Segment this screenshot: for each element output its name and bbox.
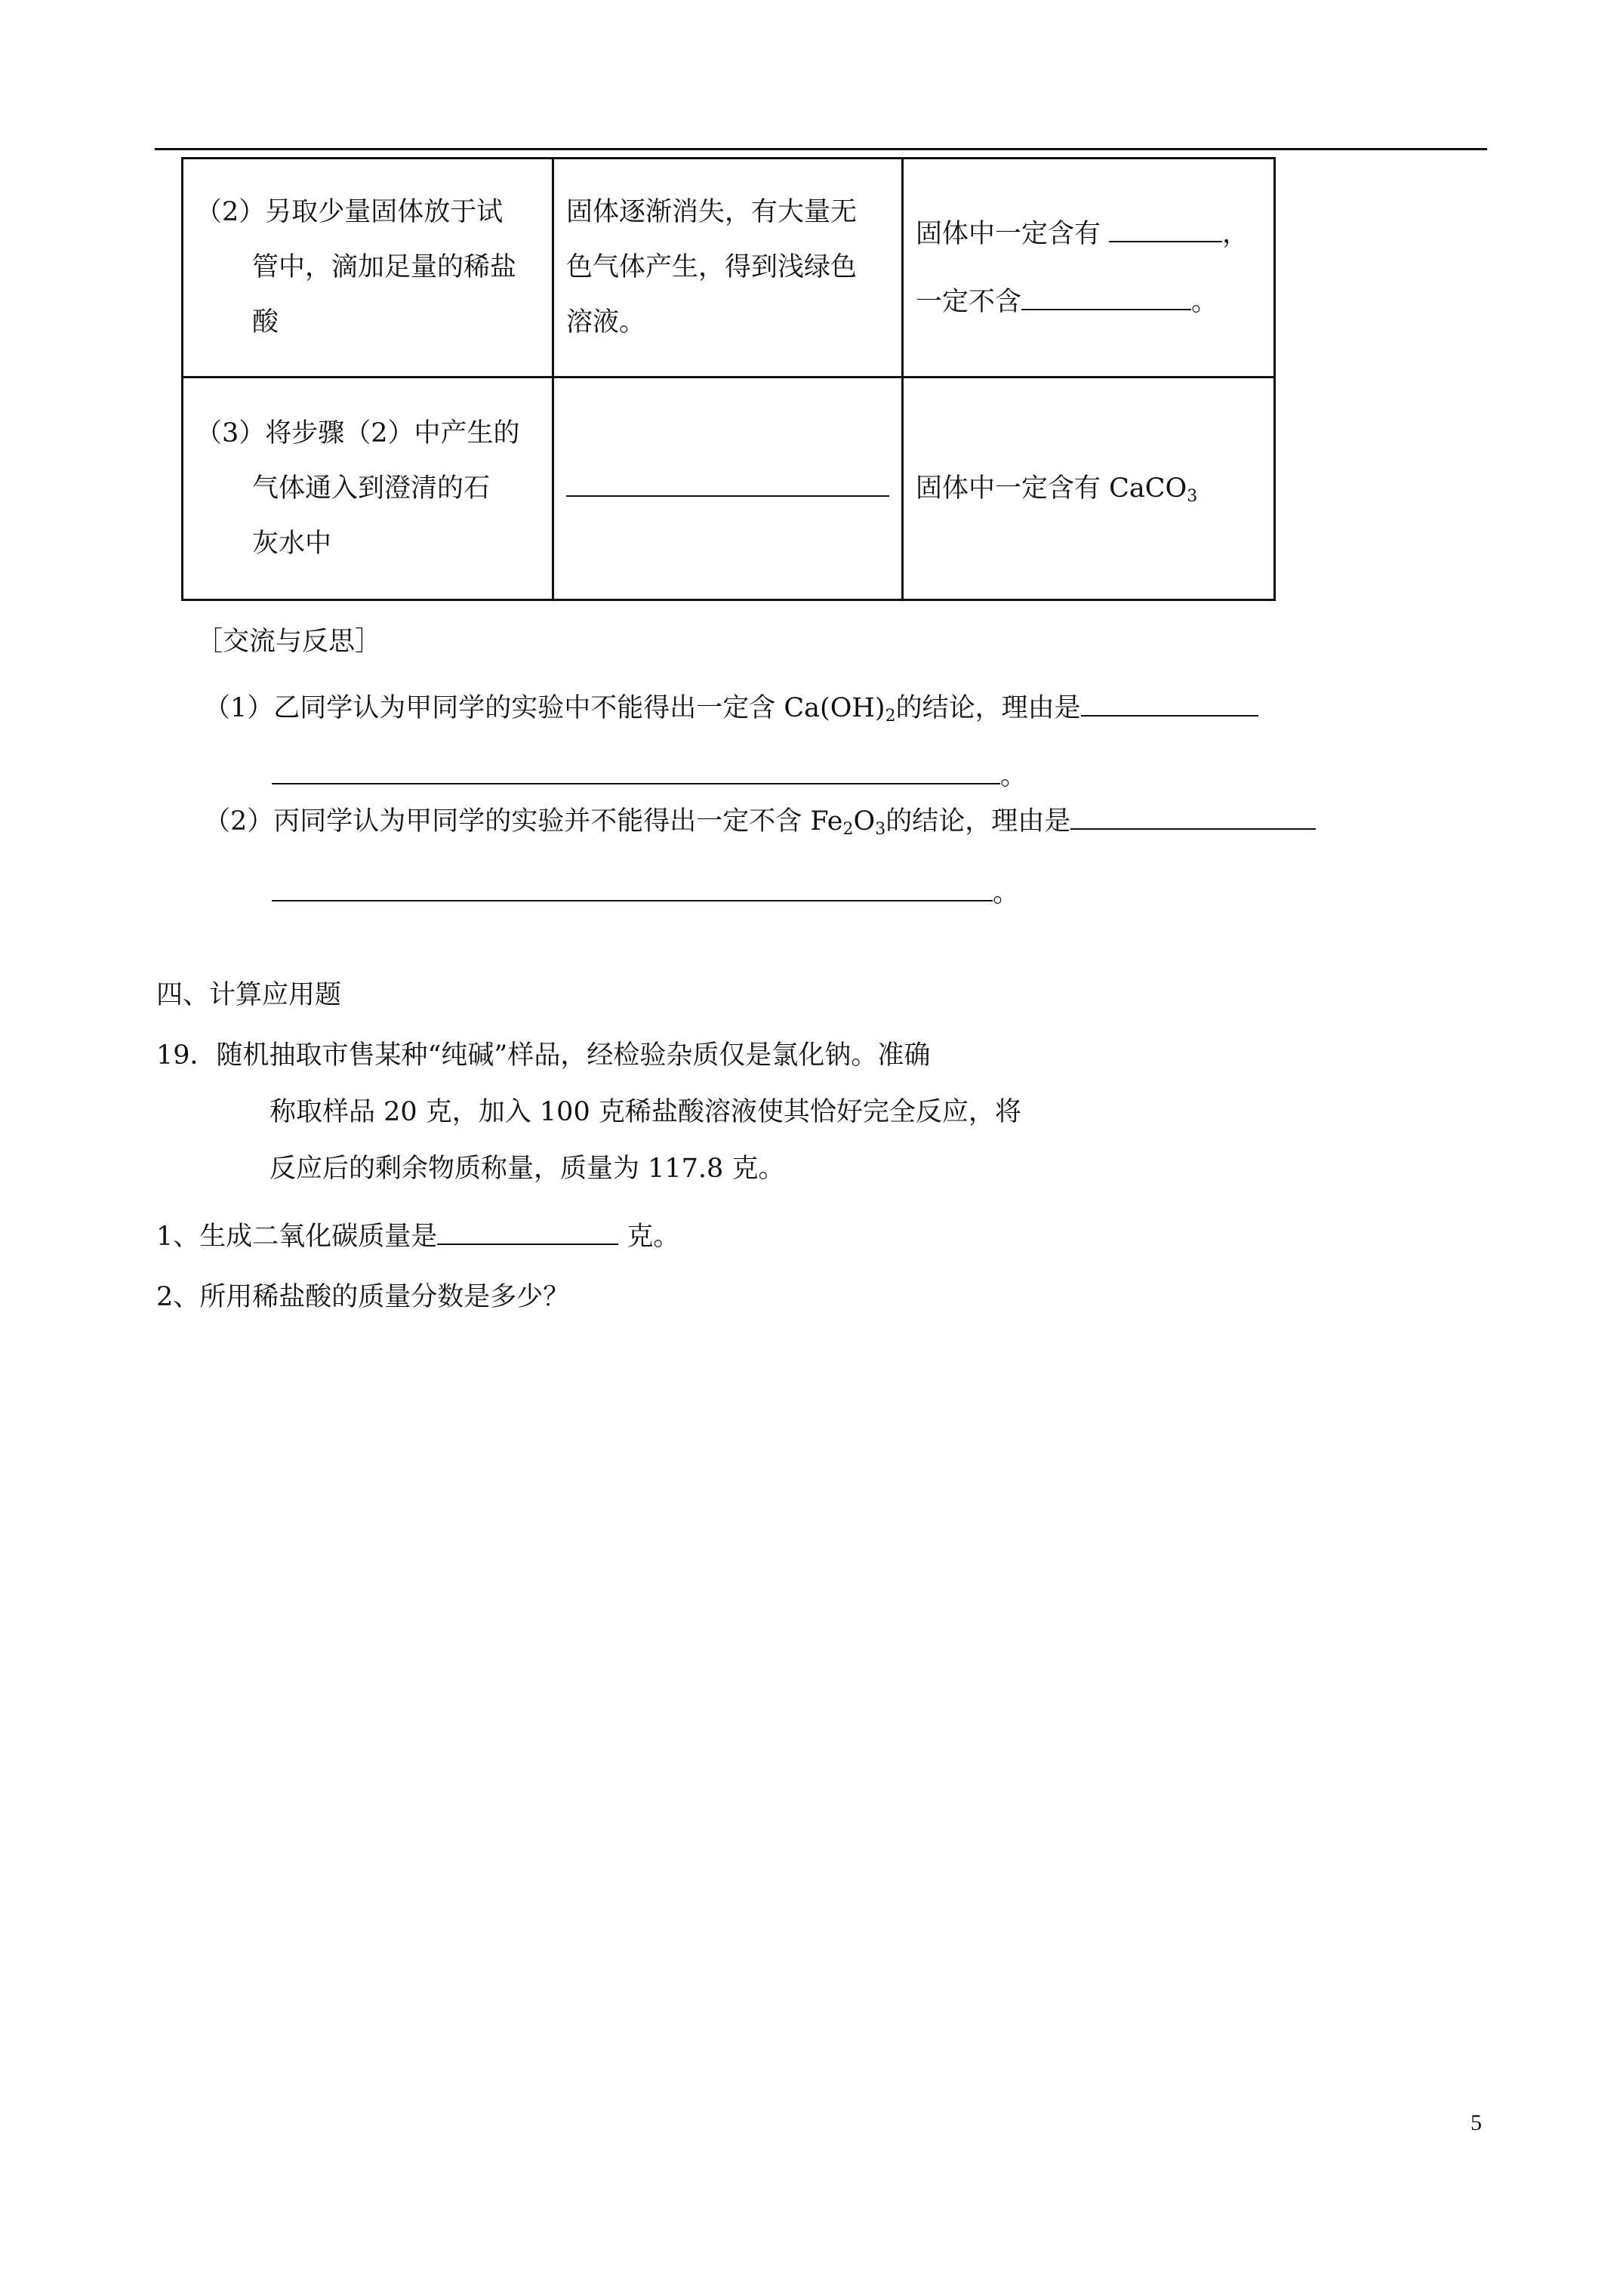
answer-blank[interactable]: [1109, 240, 1222, 242]
answer-blank[interactable]: [1081, 714, 1258, 717]
step-text: 气体通入到澄清的石: [252, 473, 491, 504]
question-2-continued: [272, 872, 1019, 910]
subscript: 2: [842, 820, 854, 839]
experiment-table: [181, 157, 1276, 601]
question-19-line: 称取样品 20 克，加入 100 克稀盐酸溶液使其恰好完全反应，将: [269, 1097, 1021, 1127]
conclusion-text: 一定不含: [916, 286, 1022, 317]
q2-text: O: [853, 806, 876, 837]
question-1-continued: [272, 755, 1027, 793]
question-2: [204, 800, 1316, 838]
table-row: [183, 378, 1275, 600]
step-text: （3）将步骤（2）中产生的: [196, 418, 520, 448]
step-text: 管中，滴加足量的稀盐: [252, 252, 517, 282]
conclusion-cell: [903, 159, 1275, 378]
page-number: 5: [1471, 2110, 1482, 2135]
subquestion-2: 2、所用稀盐酸的质量分数是多少？: [156, 1282, 570, 1312]
answer-blank[interactable]: [272, 899, 993, 901]
step-text: 酸: [252, 307, 279, 337]
sub1-text: 1、生成二氧化碳质量是: [156, 1222, 438, 1252]
question-19-line: 反应后的剩余物质称量，质量为 117.8 克。: [269, 1154, 785, 1184]
answer-blank[interactable]: [272, 782, 1000, 784]
conclusion-cell: [903, 378, 1275, 600]
punct: ，: [1222, 218, 1249, 249]
question-19-line: 19．随机抽取市售某种“纯碱”样品，经检验杂质仅是氯化钠。准确: [156, 1040, 931, 1071]
q1-text: （1）乙同学认为甲同学的实验中不能得出一定含 Ca(OH): [204, 693, 885, 723]
header-rule: [155, 148, 1487, 150]
punct: 。: [993, 878, 1020, 908]
subscript: 2: [885, 707, 896, 726]
answer-blank[interactable]: [1070, 827, 1316, 830]
conclusion-text: 固体中一定含有 CaCO: [916, 473, 1187, 504]
question-1: [204, 687, 1258, 725]
subquestion-1: [156, 1216, 679, 1253]
step-cell: [183, 378, 553, 600]
subscript: 3: [1187, 486, 1198, 506]
sub1-text: 克。: [618, 1222, 680, 1252]
section-heading: 四、计算应用题: [156, 980, 342, 1010]
step-cell: [183, 159, 553, 378]
step-text: 灰水中: [252, 528, 332, 559]
step-text: （2）另取少量固体放于试: [196, 197, 504, 227]
answer-blank[interactable]: [437, 1243, 618, 1245]
table-row: [183, 159, 1275, 378]
conclusion-text: 固体中一定含有: [916, 218, 1101, 249]
answer-blank[interactable]: [1021, 308, 1191, 310]
q2-text: 的结论，理由是: [885, 806, 1071, 837]
phenomenon-text: 溶液。: [566, 307, 646, 337]
q1-text: 的结论，理由是: [895, 693, 1081, 723]
answer-blank[interactable]: [566, 495, 889, 497]
phenomenon-cell: [553, 378, 903, 600]
phenomenon-cell: [553, 159, 903, 378]
phenomenon-text: 固体逐渐消失，有大量无: [566, 197, 858, 227]
q2-text: （2）丙同学认为甲同学的实验并不能得出一定不含 Fe: [204, 806, 843, 837]
punct: 。: [1000, 761, 1027, 791]
phenomenon-text: 色气体产生，得到浅绿色: [566, 252, 858, 282]
reflection-heading: ［交流与反思］: [196, 627, 382, 657]
subscript: 3: [875, 820, 886, 839]
punct: 。: [1191, 286, 1218, 317]
